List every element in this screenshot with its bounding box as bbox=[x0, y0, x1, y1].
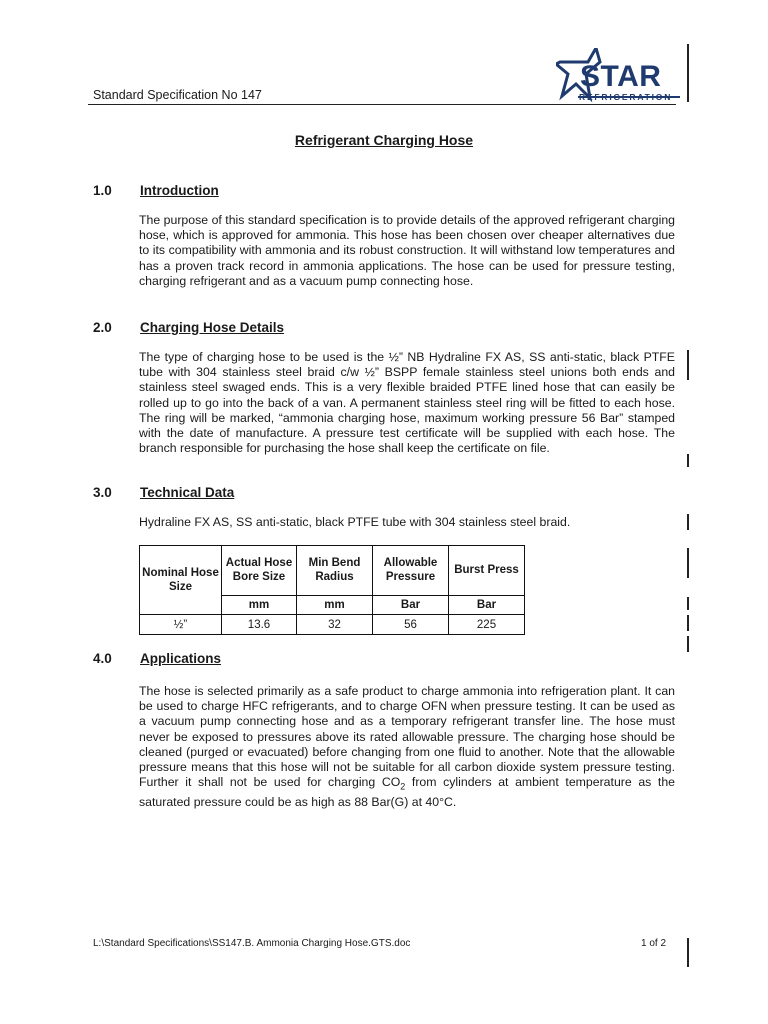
table-unit-cell: mm bbox=[222, 595, 297, 614]
section-number: 3.0 bbox=[93, 485, 112, 500]
revision-bar bbox=[687, 350, 689, 380]
revision-bar bbox=[687, 514, 689, 530]
table-unit-cell: mm bbox=[297, 595, 373, 614]
table-header-cell: Min Bend Radius bbox=[297, 546, 373, 596]
table-header-cell: Burst Press bbox=[449, 546, 525, 596]
table-cell: 32 bbox=[297, 615, 373, 635]
paragraph-text: from cylinders at ambient temperature as the saturated pressure could be as high as 88 Bar(G) at 40°C. bbox=[139, 775, 675, 809]
section-title: Applications bbox=[140, 651, 222, 666]
section-number: 4.0 bbox=[93, 651, 112, 666]
revision-bar bbox=[687, 454, 689, 467]
revision-bar bbox=[687, 597, 689, 610]
technical-data-table bbox=[139, 545, 525, 635]
table-unit-cell: Bar bbox=[373, 595, 449, 614]
revision-bar bbox=[687, 938, 689, 967]
table-unit-cell: Bar bbox=[449, 595, 525, 614]
subscript-text: 2 bbox=[400, 781, 406, 792]
table-header-cell: Nominal Hose Size bbox=[140, 546, 222, 615]
table-row bbox=[140, 615, 525, 635]
logo-wordmark: STAR bbox=[580, 60, 662, 93]
table-header-cell: Actual Hose Bore Size bbox=[222, 546, 297, 596]
table-cell: 13.6 bbox=[222, 615, 297, 635]
section-number: 1.0 bbox=[93, 183, 112, 198]
footer-file-path: L:\Standard Specifications\SS147.B. Ammonia Charging Hose.GTS.doc bbox=[93, 938, 411, 949]
table-cell: 56 bbox=[373, 615, 449, 635]
table-cell: ½” bbox=[140, 615, 222, 635]
section-title: Introduction bbox=[140, 183, 219, 198]
section-number: 2.0 bbox=[93, 320, 112, 335]
document-title: Refrigerant Charging Hose bbox=[294, 132, 474, 148]
section-paragraph bbox=[139, 684, 675, 810]
section-paragraph: Hydraline FX AS, SS anti-static, black PTFE tube with 304 stainless steel braid. bbox=[139, 515, 571, 529]
section-paragraph: The purpose of this standard specification is to provide details of the approved refrigerant charging hose, which is approved for ammonia. This hose has been chosen over cheaper alternatives due to its compatibility with ammonia and its robust construction. It will withstand low temperatures and has a proven track record in ammonia applications. The hose can be used for pressure testing, charging refrigerant and as a vacuum pump connecting hose. bbox=[139, 213, 675, 288]
header-rule bbox=[88, 104, 676, 105]
table-cell: 225 bbox=[449, 615, 525, 635]
logo-subtitle: REFRIGERATION bbox=[579, 92, 673, 102]
header-change-bar bbox=[687, 44, 689, 102]
table-header-cell: Allowable Pressure bbox=[373, 546, 449, 596]
revision-bar bbox=[687, 548, 689, 578]
page-number: 1 of 2 bbox=[641, 938, 667, 949]
revision-bar bbox=[687, 615, 689, 631]
spec-number: Standard Specification No 147 bbox=[93, 88, 262, 102]
section-title: Charging Hose Details bbox=[140, 320, 285, 335]
paragraph-text: The hose is selected primarily as a safe product to charge ammonia into refrigeration plant. It can be used to charge HFC refrigerants, and to charge OFN when pressure testing. It can be used as a vacuum pump connecting hose and as a temporary refrigerant transfer line. The hose must never be exposed to pressures above its rated allowable pressure. The charging hose should be cleaned (purged or evacuated) before changing from one fluid to another. Note that the allowable pressure means that this hose will not be suitable for all carbon dioxide system pressure testing. Further it shall not be used for charging CO bbox=[139, 684, 675, 790]
section-title: Technical Data bbox=[140, 485, 235, 500]
section-paragraph: The type of charging hose to be used is the ½” NB Hydraline FX AS, SS anti-static, black PTFE tube with 304 stainless steel braid c/w ½” BSPP female stainless steel unions both ends and stainless steel swaged ends. This is a very flexible braided PTFE lined hose that can easily be rolled up to go into the back of a van. A permanent stainless steel ring will be fitted to each hose. The ring will be marked, “ammonia charging hose, maximum working pressure 56 Bar” stamped with the date of manufacture. A pressure test certificate will be supplied with each hose. The branch responsible for purchasing the hose shall keep the certificate on file. bbox=[139, 350, 675, 456]
revision-bar bbox=[687, 636, 689, 652]
